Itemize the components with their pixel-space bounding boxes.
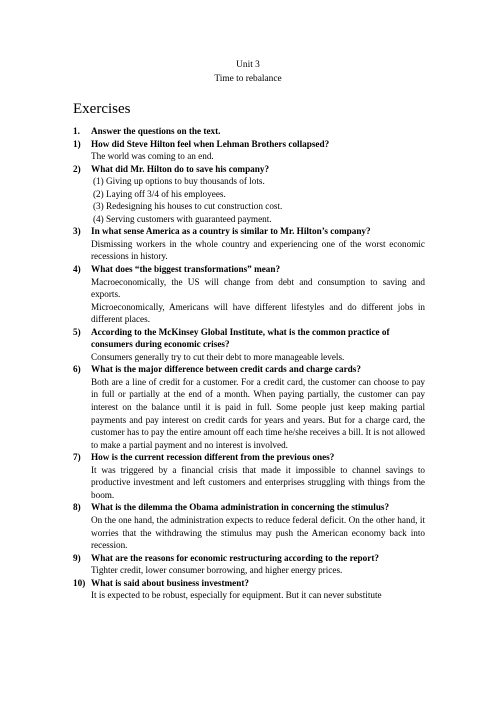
answer-text: The world was coming to an end. xyxy=(91,151,214,162)
question-item xyxy=(73,577,425,602)
question-item xyxy=(73,501,425,551)
question-row xyxy=(73,552,425,565)
question-row xyxy=(73,577,425,590)
question-number: 2) xyxy=(73,163,81,174)
unit-title: Time to rebalance xyxy=(214,74,282,84)
question-number: 5) xyxy=(73,326,81,337)
exercises-heading: Exercises xyxy=(73,101,131,117)
task-label: Answer the questions on the text. xyxy=(91,126,221,136)
question-number: 9) xyxy=(73,552,81,563)
question-text: What is said about business investment? xyxy=(91,577,250,588)
question-item xyxy=(73,163,425,226)
question-row xyxy=(73,138,425,151)
question-text: What is the major difference between credit cards and charge cards? xyxy=(91,364,361,375)
answer-text: It was triggered by a financial crisis that made it impossible to channel savings to productive investment and left customers and enterprises struggling with things from the boom. xyxy=(91,464,425,500)
question-row xyxy=(73,363,425,376)
question-item xyxy=(73,552,425,577)
question-number: 10) xyxy=(73,577,86,588)
question-number: 8) xyxy=(73,502,81,513)
answer-list-item: (2) Laying off 3/4 of his employees. xyxy=(93,188,226,199)
question-row xyxy=(73,225,425,238)
answer-list-item: (3) Redesigning his houses to cut construction cost. xyxy=(93,201,283,212)
task-heading xyxy=(73,125,425,138)
unit-heading: Unit 3 xyxy=(236,60,260,70)
question-number: 7) xyxy=(73,452,81,463)
question-row xyxy=(73,501,425,514)
question-text: How did Steve Hilton feel when Lehman Brothers collapsed? xyxy=(91,138,330,149)
question-row xyxy=(73,263,425,276)
answer-list-item: (4) Serving customers with guaranteed payment. xyxy=(93,213,272,224)
answer-list xyxy=(73,175,425,225)
exercise-content xyxy=(73,125,425,602)
question-item xyxy=(73,363,425,451)
question-text: How is the current recession different from the previous ones? xyxy=(91,452,335,463)
question-row xyxy=(73,163,425,176)
question-text: What did Mr. Hilton do to save his company? xyxy=(91,163,270,174)
question-row xyxy=(73,451,425,464)
question-item xyxy=(73,225,425,263)
question-number: 6) xyxy=(73,364,81,375)
question-text: In what sense America as a country is similar to Mr. Hilton’s company? xyxy=(91,226,371,237)
question-item xyxy=(73,138,425,163)
question-number: 3) xyxy=(73,226,81,237)
answer-text: Both are a line of credit for a customer. For a credit card, the customer can choose to pay in full or partially at the end of a month. When paying partially, the customer can pay interest on the balance until it is paid in full. Some people just keep making partial payments and pay interest on credit cards for years and years. But for a charge card, the customer has to pay the entire amount off each time he/she receives a bill. It is not allowed to make a partial payment and no interest is involved. xyxy=(91,376,425,450)
question-item xyxy=(73,451,425,501)
answer-text: On the one hand, the administration expects to reduce federal deficit. On the other hand, it worries that the withdrawing the stimulus may push the American economy back into recession. xyxy=(91,514,425,551)
question-text: What is the dilemma the Obama administration in concerning the stimulus? xyxy=(91,502,390,513)
question-item xyxy=(73,263,425,326)
answer-text: Macroeconomically, the US will change from debt and consumption to saving and exports. xyxy=(91,276,425,300)
question-number: 1) xyxy=(73,138,81,149)
answer-text: Dismissing workers in the whole country and experiencing one of the worst economic recessions in history. xyxy=(91,238,425,262)
question-text: What does “the biggest transformations” mean? xyxy=(91,264,281,275)
question-number: 4) xyxy=(73,264,81,275)
task-number: 1. xyxy=(73,126,80,136)
answer-list-item: (1) Giving up options to buy thousands of lots. xyxy=(93,176,265,187)
answer-text: It is expected to be robust, especially for equipment. But it can never substitute xyxy=(91,590,382,601)
question-text: What are the reasons for economic restructuring according to the report? xyxy=(91,552,379,563)
question-item xyxy=(73,326,425,364)
question-list xyxy=(73,138,425,602)
answer-text: Microeconomically, Americans will have different lifestyles and do different jobs in different places. xyxy=(91,301,425,325)
answer-text: Consumers generally try to cut their debt to more manageable levels. xyxy=(91,351,345,362)
answer-text: Tighter credit, lower consumer borrowing, and higher energy prices. xyxy=(91,565,343,576)
question-row xyxy=(73,326,425,351)
question-text: According to the McKinsey Global Institute, what is the common practice of consumers during economic crises? xyxy=(91,326,390,350)
